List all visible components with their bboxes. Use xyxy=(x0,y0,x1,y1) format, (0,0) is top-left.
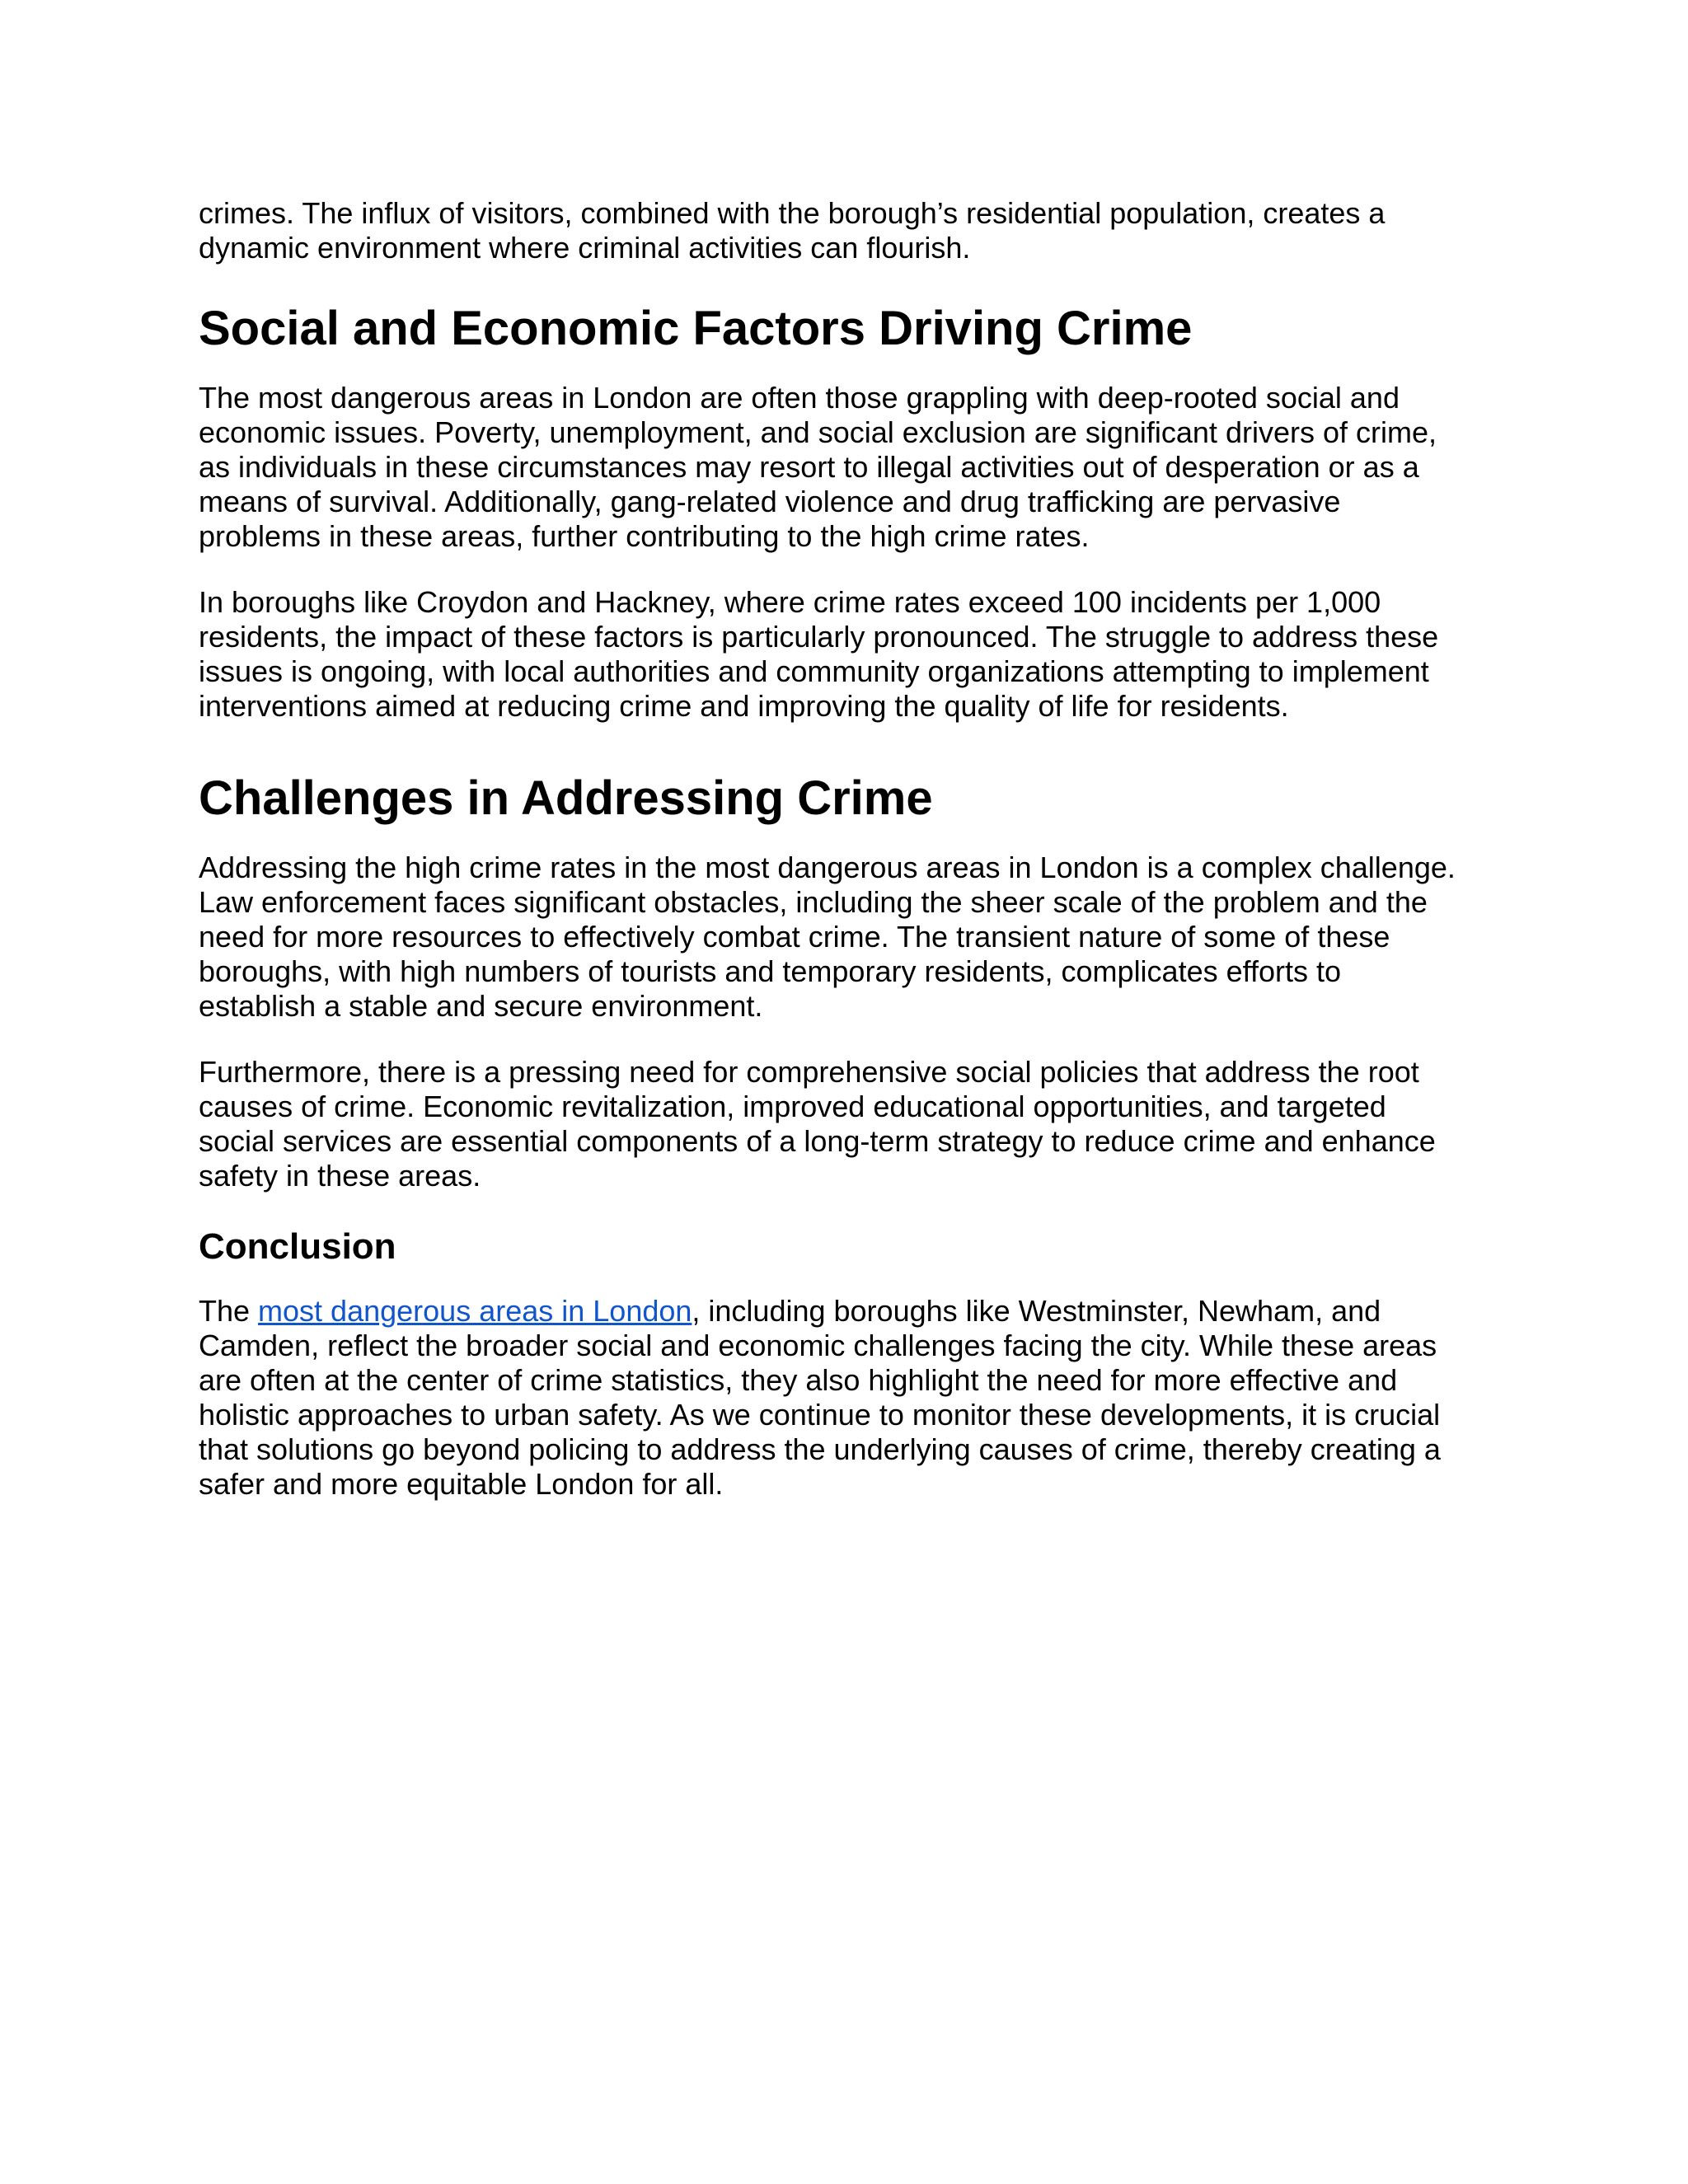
document-body xyxy=(199,196,1517,1502)
section-heading-challenges: Challenges in Addressing Crime xyxy=(199,771,933,825)
section1-paragraph-1: The most dangerous areas in London are often those grappling with deep-rooted social and economic issues. Poverty, unemployment, and social exclusion are significant drivers of crime, as individuals in these circumstances may resort to illegal activities out of desperation or as a means of survival. Additionally, gang-related violence and drug trafficking are pervasive problems in these areas, further contributing to the high crime rates. xyxy=(199,381,1437,553)
most-dangerous-areas-link[interactable]: most dangerous areas in London xyxy=(258,1294,692,1328)
section2-paragraph-2: Furthermore, there is a pressing need for comprehensive social policies that address the root causes of crime. Economic revitalization, improved educational opportunities, and targeted social services are essential components of a long-term strategy to reduce crime and enhance safety in these areas. xyxy=(199,1055,1436,1193)
intro-paragraph: crimes. The influx of visitors, combined with the borough’s residential population, creates a dynamic environment where criminal activities can flourish. xyxy=(199,196,1386,265)
conclusion-paragraph xyxy=(199,1294,1517,1502)
conclusion-text-start: The xyxy=(199,1294,259,1328)
section2-paragraph-1: Addressing the high crime rates in the most dangerous areas in London is a complex challenge. Law enforcement faces significant obstacles, including the sheer scale of the problem and the need for more resources to effectively combat crime. The transient nature of some of these boroughs, with high numbers of tourists and temporary residents, complicates efforts to establish a stable and secure environment. xyxy=(199,851,1456,1023)
section-heading-social-economic: Social and Economic Factors Driving Crime xyxy=(199,302,1193,355)
conclusion-heading: Conclusion xyxy=(199,1226,396,1267)
conclusion-text-rest: , including boroughs like Westminster, Newham, and Camden, reflect the broader social and economic challenges facing the city. While these areas are often at the center of crime statistics, they also highlight the need for more effective and holistic approaches to urban safety. As we continue to monitor these developments, it is crucial that solutions go beyond policing to address the underlying causes of crime, thereby creating a safer and more equitable London for all. xyxy=(199,1294,1441,1501)
section1-paragraph-2: In boroughs like Croydon and Hackney, where crime rates exceed 100 incidents per 1,000 residents, the impact of these factors is particularly pronounced. The struggle to address these issues is ongoing, with local authorities and community organizations attempting to implement interventions aimed at reducing crime and improving the quality of life for residents. xyxy=(199,585,1439,723)
